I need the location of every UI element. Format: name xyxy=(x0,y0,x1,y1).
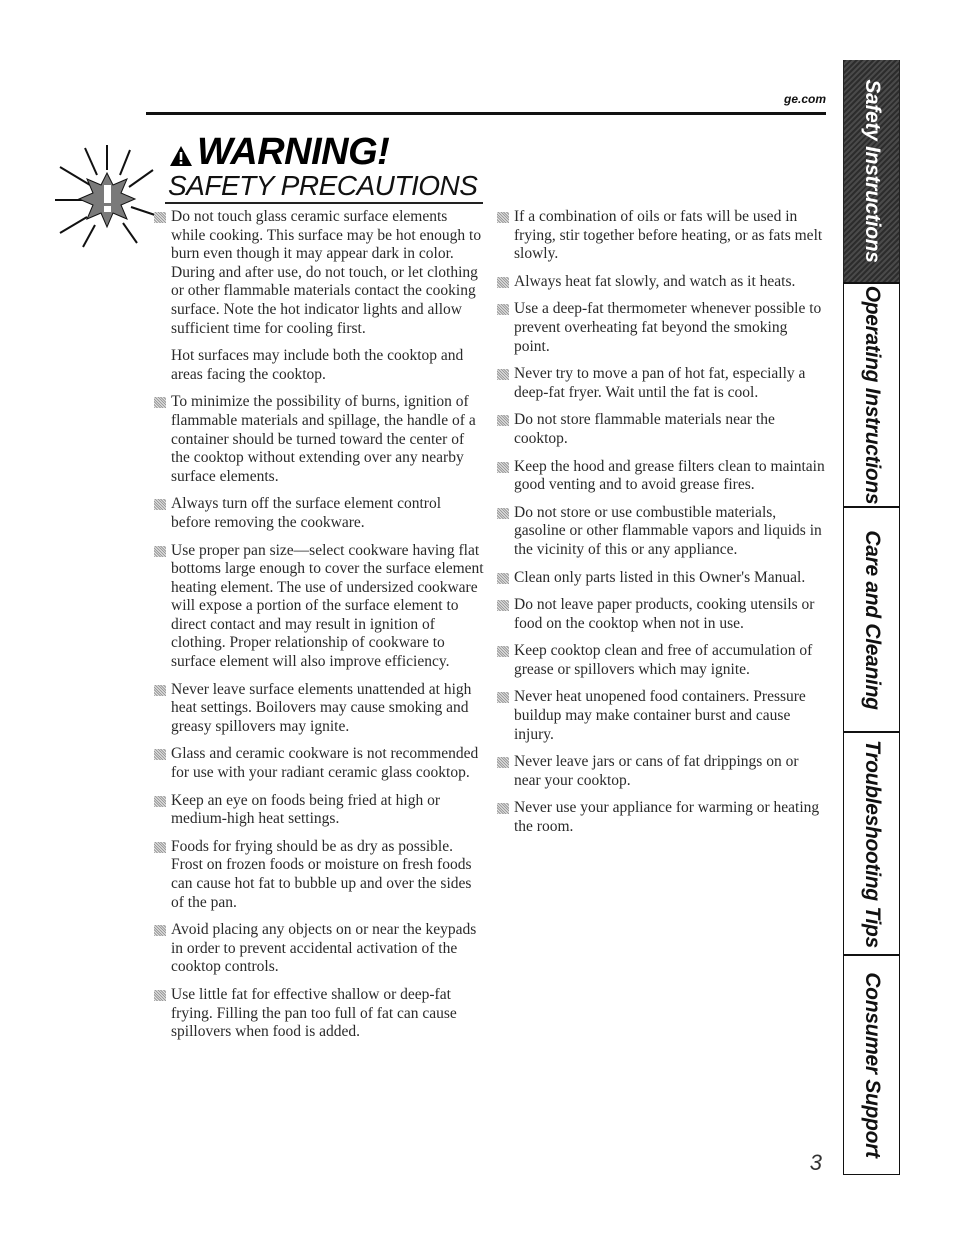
page-number: 3 xyxy=(809,1150,822,1175)
alert-triangle-icon xyxy=(169,145,193,167)
bullet-icon xyxy=(497,277,509,288)
tab-operating-instructions[interactable]: Operating Instructions xyxy=(843,284,900,506)
bullet-icon xyxy=(154,212,166,223)
right-column xyxy=(497,208,825,846)
section-subtitle: SAFETY PRECAUTIONS xyxy=(168,170,478,201)
bullet-icon xyxy=(154,749,166,760)
list-item: Keep the hood and grease filters clean to maintain good venting and to avoid grease fires. xyxy=(497,458,825,495)
warning-title xyxy=(169,130,389,174)
list-item: Never leave surface elements unattended at high heat settings. Boilovers may cause smoking and greasy spillovers may ignite. xyxy=(154,681,484,737)
bullet-icon xyxy=(154,842,166,853)
list-item: Use little fat for effective shallow or deep-fat frying. Filling the pan too full of fat can cause spillovers when food is added. xyxy=(154,986,484,1042)
section-tabs xyxy=(843,60,900,1175)
tab-care-and-cleaning[interactable]: Care and Cleaning xyxy=(843,508,900,731)
list-item: Foods for frying should be as dry as possible. Frost on frozen foods or moisture on fresh foods can cause hot fat to bubble up and over the sides of the pan. xyxy=(154,838,484,912)
subtitle-rule xyxy=(165,202,483,204)
bullet-icon xyxy=(497,757,509,768)
list-item: Glass and ceramic cookware is not recommended for use with your radiant ceramic glass cooktop. xyxy=(154,745,484,782)
bullet-icon xyxy=(154,397,166,408)
bullet-icon xyxy=(154,796,166,807)
list-item: If a combination of oils or fats will be used in frying, stir together before heating, or as fats melt slowly. xyxy=(497,208,825,264)
list-item: Do not leave paper products, cooking utensils or food on the cooktop when not in use. xyxy=(497,596,825,633)
left-column xyxy=(154,208,484,1051)
warning-text: WARNING! xyxy=(197,131,390,173)
list-item: Keep cooktop clean and free of accumulation of grease or spillovers which may ignite. xyxy=(497,642,825,679)
bullet-icon xyxy=(154,925,166,936)
list-item: Always heat fat slowly, and watch as it heats. xyxy=(497,273,825,292)
bullet-icon xyxy=(154,685,166,696)
list-item: Never heat unopened food containers. Pressure buildup may make container burst and cause injury. xyxy=(497,688,825,744)
tab-safety-instructions[interactable]: Safety Instructions xyxy=(843,60,900,282)
bullet-icon xyxy=(497,304,509,315)
bullet-icon xyxy=(497,369,509,380)
list-item: Avoid placing any objects on or near the keypads in order to prevent accidental activation of the cooktop controls. xyxy=(154,921,484,977)
bullet-icon xyxy=(497,415,509,426)
list-item: Use a deep-fat thermometer whenever possible to prevent overheating fat beyond the smoking point. xyxy=(497,300,825,356)
list-item: Clean only parts listed in this Owner's Manual. xyxy=(497,569,825,588)
tab-consumer-support[interactable]: Consumer Support xyxy=(843,956,900,1175)
list-note: Hot surfaces may include both the cooktop and areas facing the cooktop. xyxy=(171,347,464,383)
bullet-icon xyxy=(497,462,509,473)
list-item: Do not touch glass ceramic surface elements while cooking. This surface may be hot enough to burn even though it may appear dark in color. During and after use, do not touch, or let clothing or other flammable materials contact the cooking surface. Note the hot indicator lights and allow sufficient time for cooling first. xyxy=(154,208,484,338)
list-item: Always turn off the surface element control before removing the cookware. xyxy=(154,495,484,532)
list-item: Do not store or use combustible materials, gasoline or other flammable vapors and liquids in the vicinity of this or any appliance. xyxy=(497,504,825,560)
list-item: Never leave jars or cans of fat drippings on or near your cooktop. xyxy=(497,753,825,790)
list-item: Do not store flammable materials near the cooktop. xyxy=(497,411,825,448)
site-url: ge.com xyxy=(783,92,826,106)
list-item: Never try to move a pan of hot fat, especially a deep-fat fryer. Wait until the fat is cool. xyxy=(497,365,825,402)
bullet-icon xyxy=(154,990,166,1001)
bullet-icon xyxy=(497,573,509,584)
bullet-icon xyxy=(497,212,509,223)
tab-troubleshooting-tips[interactable]: Troubleshooting Tips xyxy=(843,733,900,954)
bullet-icon xyxy=(497,646,509,657)
list-item: Never use your appliance for warming or heating the room. xyxy=(497,799,825,836)
bullet-icon xyxy=(154,546,166,557)
bullet-icon xyxy=(497,508,509,519)
bullet-icon xyxy=(497,803,509,814)
bullet-icon xyxy=(497,692,509,703)
list-item: Keep an eye on foods being fried at high or medium-high heat settings. xyxy=(154,792,484,829)
bullet-icon xyxy=(154,499,166,510)
list-item: To minimize the possibility of burns, ignition of flammable materials and spillage, the handle of a container should be turned toward the center of the cooktop without extending over any nearby surface elements. xyxy=(154,393,484,486)
list-item: Use proper pan size—select cookware having flat bottoms large enough to cover the surface element heating element. The use of undersized cookware will expose a portion of the surface element to direct contact and may result in ignition of clothing. Proper relationship of cookware to surface element will also improve efficiency. xyxy=(154,542,484,672)
warning-burst-icon xyxy=(55,145,165,250)
header-rule xyxy=(146,112,826,115)
bullet-icon xyxy=(497,600,509,611)
